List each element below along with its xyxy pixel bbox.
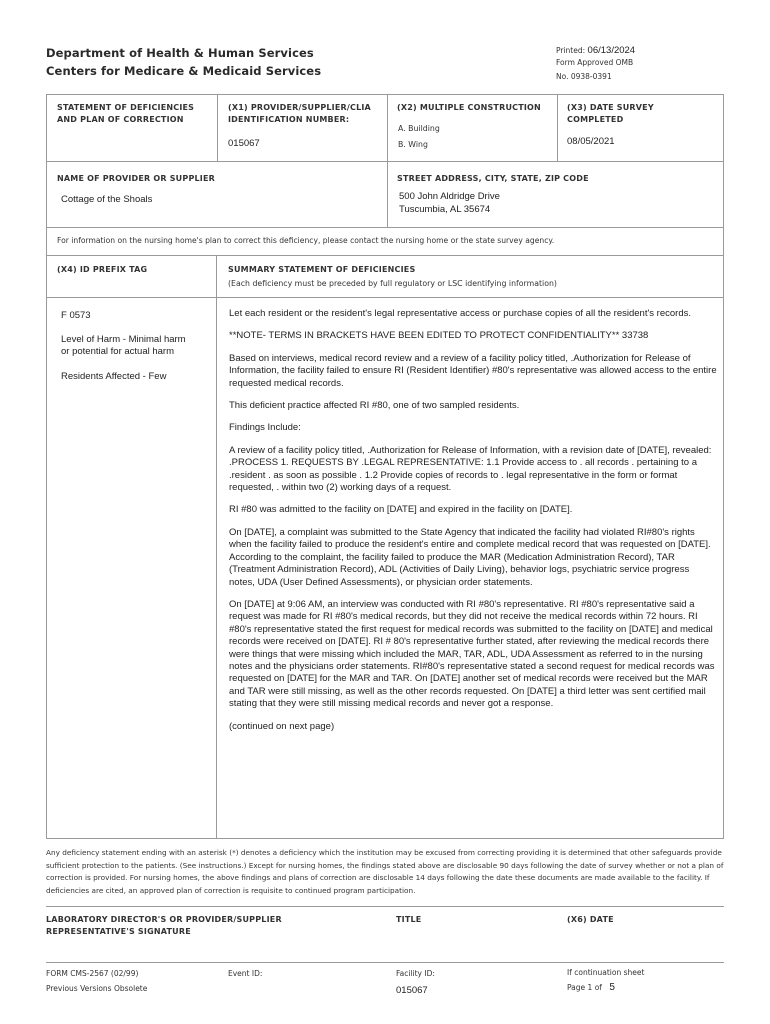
x3-label (567, 102, 654, 126)
x1-label-line1: (X1) PROVIDER/SUPPLIER/CLIA (228, 103, 371, 112)
x1-label-line2: IDENTIFICATION NUMBER: (228, 115, 350, 124)
form-number: FORM CMS-2567 (02/99) (46, 969, 139, 978)
facility-id-label: Facility ID: (396, 969, 435, 978)
paragraph: Based on interviews, medical record review and a review of a facility policy titled, .Authorization for Release of Information, the facility failed to ensure RI (Resident Identifier) #80's representative was allowed access to the entire requested medical records. (229, 352, 717, 389)
printed-label-text: Printed: (556, 46, 586, 55)
footer-rule (46, 962, 724, 963)
page-total: 5 (609, 982, 615, 993)
paragraph: On [DATE], a complaint was submitted to the State Agency that indicated the facility had violated RI#80's rights when the facility failed to produce the resident's entire and complete medical record that was requested on [DATE]. According to the complaint, the facility failed to produce the MAR (Medication Administration Record), TAR (Treatment Administration Record), ADL (Activities of Daily Living), behavior logs, psychiatric service progress notes, UDA (User Defined Assessments), or physician order statements. (229, 526, 711, 588)
paragraph: Findings Include: (229, 422, 301, 434)
omb-line1: Form Approved OMB (556, 58, 634, 67)
provider-name-value: Cottage of the Shoals (61, 194, 153, 205)
date-label: (X6) DATE (567, 915, 614, 924)
building-label: A. Building (398, 124, 440, 133)
summary-sub: (Each deficiency must be preceded by full regulatory or LSC identifying information) (228, 279, 557, 288)
omb-line2: No. 0938-0391 (556, 72, 612, 81)
deficiency-tag: F 0573 (61, 310, 91, 321)
page-number (567, 982, 615, 993)
department-title: Department of Health & Human Services (46, 46, 314, 60)
address-line1: 500 John Aldridge Drive (399, 191, 500, 202)
paragraph: Let each resident or the resident's legal representative access or purchase copies of all the resident's records. (229, 308, 691, 319)
facility-id-value: 015067 (396, 985, 428, 996)
level-of-harm (61, 334, 186, 359)
title-label: TITLE (396, 915, 422, 924)
printed-label (556, 45, 635, 56)
paragraph: A review of a facility policy titled, .Authorization for Release of Information, with a revision date of [DATE], revealed: .PROCESS 1. REQUESTS BY .LEGAL REPRESENTATIVE: 1.1 Provide access to . all records . pertaining to a .resident . as soon as possible . 1.2 Provide copies of records to . legal representative in the form or format requested, . within two (2) working days of a request. (229, 444, 712, 494)
printed-date: 06/13/2024 (587, 45, 636, 56)
previous-versions: Previous Versions Obsolete (46, 984, 148, 993)
summary-label: SUMMARY STATEMENT OF DEFICIENCIES (228, 265, 416, 274)
address-label: STREET ADDRESS, CITY, STATE, ZIP CODE (397, 174, 589, 183)
statement-label (57, 102, 194, 126)
continued-note: (continued on next page) (229, 720, 335, 732)
x3-label-line1: (X3) DATE SURVEY (567, 103, 654, 112)
signature-label (46, 914, 282, 938)
residents-affected: Residents Affected - Few (61, 371, 167, 382)
page-label: Page 1 of (567, 983, 602, 992)
level-of-harm-line2: or potential for actual harm (61, 346, 175, 358)
level-of-harm-line1: Level of Harm - Minimal harm (61, 334, 186, 345)
summary-body (229, 308, 717, 733)
provider-name-label: NAME OF PROVIDER OR SUPPLIER (57, 174, 216, 183)
continuation-label: If continuation sheet (567, 968, 645, 977)
signature-label-line1: LABORATORY DIRECTOR'S OR PROVIDER/SUPPLIER (46, 915, 282, 924)
x3-label-line2: COMPLETED (567, 115, 624, 124)
centers-title: Centers for Medicare & Medicaid Services (46, 64, 322, 78)
wing-label: B. Wing (398, 140, 428, 149)
paragraph: This deficient practice affected RI #80, one of two sampled residents. (229, 400, 520, 412)
survey-date-value: 08/05/2021 (567, 136, 615, 147)
info-line: For information on the nursing home's plan to correct this deficiency, please contact the nursing home or the state survey agency. (57, 236, 555, 245)
statement-label-line1: STATEMENT OF DEFICIENCIES (57, 103, 195, 112)
disclosure-footnote: Any deficiency statement ending with an asterisk (*) denotes a deficiency which the institution may be excused from correcting providing it is determined that other safeguards provide sufficient protection to the patients. (See instructions.) Except for nursing homes, the findings stated above are disclosable 90 days following the date of survey whether or not a plan of correction is provided. For nursing homes, the above findings and plans of correction are disclosable 14 days following the date these documents are made available to the facility. If deficiencies are cited, an approved plan of correction is requisite to continued program participation. (46, 848, 724, 895)
event-id-label: Event ID: (228, 969, 263, 978)
x2-label: (X2) MULTIPLE CONSTRUCTION (397, 103, 541, 112)
signature-rule (46, 906, 724, 907)
address-line2: Tuscumbia, AL 35674 (399, 204, 491, 215)
paragraph: On [DATE] at 9:06 AM, an interview was conducted with RI #80's representative. RI #80's representative said a request was made for RI #80's medical records, but they did not receive the medical records within 72 hours. RI #80's representative stated the first request for medical records was submitted to the facility on [DATE] and medical records were received on [DATE]. RI # 80's representative further stated, after reviewing the medical records there were things that were missing which included the MAR, TAR, ADL, UDA Assessment as referred to in the nursing notes and the physicians order statements. RI#80's representative stated a second request for medical records was requested on [DATE] for the MAR and TAR. On [DATE] another set of medical records were received but the MAR and TAR were still missing, as well as the other records requested. On [DATE] a third letter was sent certified mail stating that they were still missing medical records and never got a response. (229, 598, 715, 710)
statement-label-line2: AND PLAN OF CORRECTION (57, 115, 184, 124)
signature-label-line2: REPRESENTATIVE'S SIGNATURE (46, 927, 191, 936)
paragraph: RI #80 was admitted to the facility on [DATE] and expired in the facility on [DATE]. (229, 504, 573, 516)
id-prefix-label: (X4) ID PREFIX TAG (57, 265, 148, 274)
paragraph: **NOTE- TERMS IN BRACKETS HAVE BEEN EDITED TO PROTECT CONFIDENTIALITY** 33738 (229, 330, 649, 342)
provider-id-value: 015067 (228, 138, 260, 149)
x1-label (228, 102, 371, 126)
